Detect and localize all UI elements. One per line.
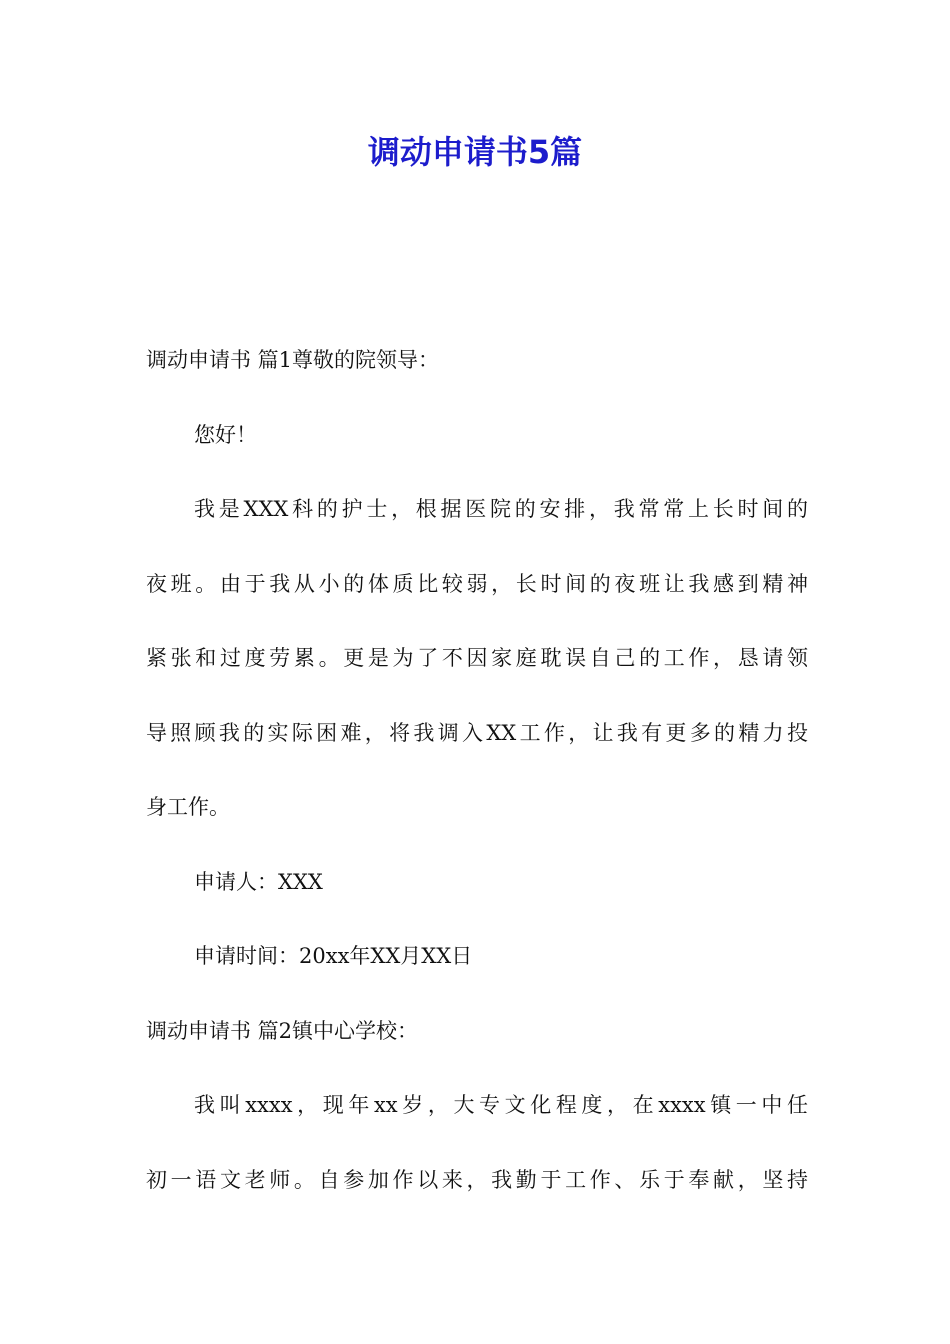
applicant-line: 申请人：XXX bbox=[194, 869, 323, 894]
section-heading-2: 调动申请书 篇2镇中心学校： bbox=[146, 1018, 419, 1043]
paragraph-line: 我是XXX科的护士，根据医院的安排，我常常上长时间的 bbox=[194, 497, 808, 521]
document-title: 调动申请书5篇 bbox=[367, 133, 583, 171]
section-heading-1: 调动申请书 篇1尊敬的院领导： bbox=[146, 348, 440, 372]
paragraph-line: 身工作。 bbox=[146, 795, 230, 819]
paragraph-line: 夜班。由于我从小的体质比较弱，长时间的夜班让我感到精神 bbox=[146, 571, 808, 596]
greeting: 您好！ bbox=[194, 422, 257, 447]
application-date-line: 申请时间：20xx年XX月XX日 bbox=[194, 944, 473, 968]
document-body bbox=[146, 336, 808, 1230]
paragraph-line: 我叫xxxx，现年xx岁，大专文化程度，在xxxx镇一中任 bbox=[194, 1093, 808, 1117]
paragraph-line: 紧张和过度劳累。更是为了不因家庭耽误自己的工作，恳请领 bbox=[146, 646, 808, 670]
paragraph-line: 导照顾我的实际困难，将我调入XX工作，让我有更多的精力投 bbox=[146, 720, 808, 745]
paragraph-line: 初一语文老师。自参加作以来，我勤于工作、乐于奉献，坚持 bbox=[146, 1167, 808, 1192]
